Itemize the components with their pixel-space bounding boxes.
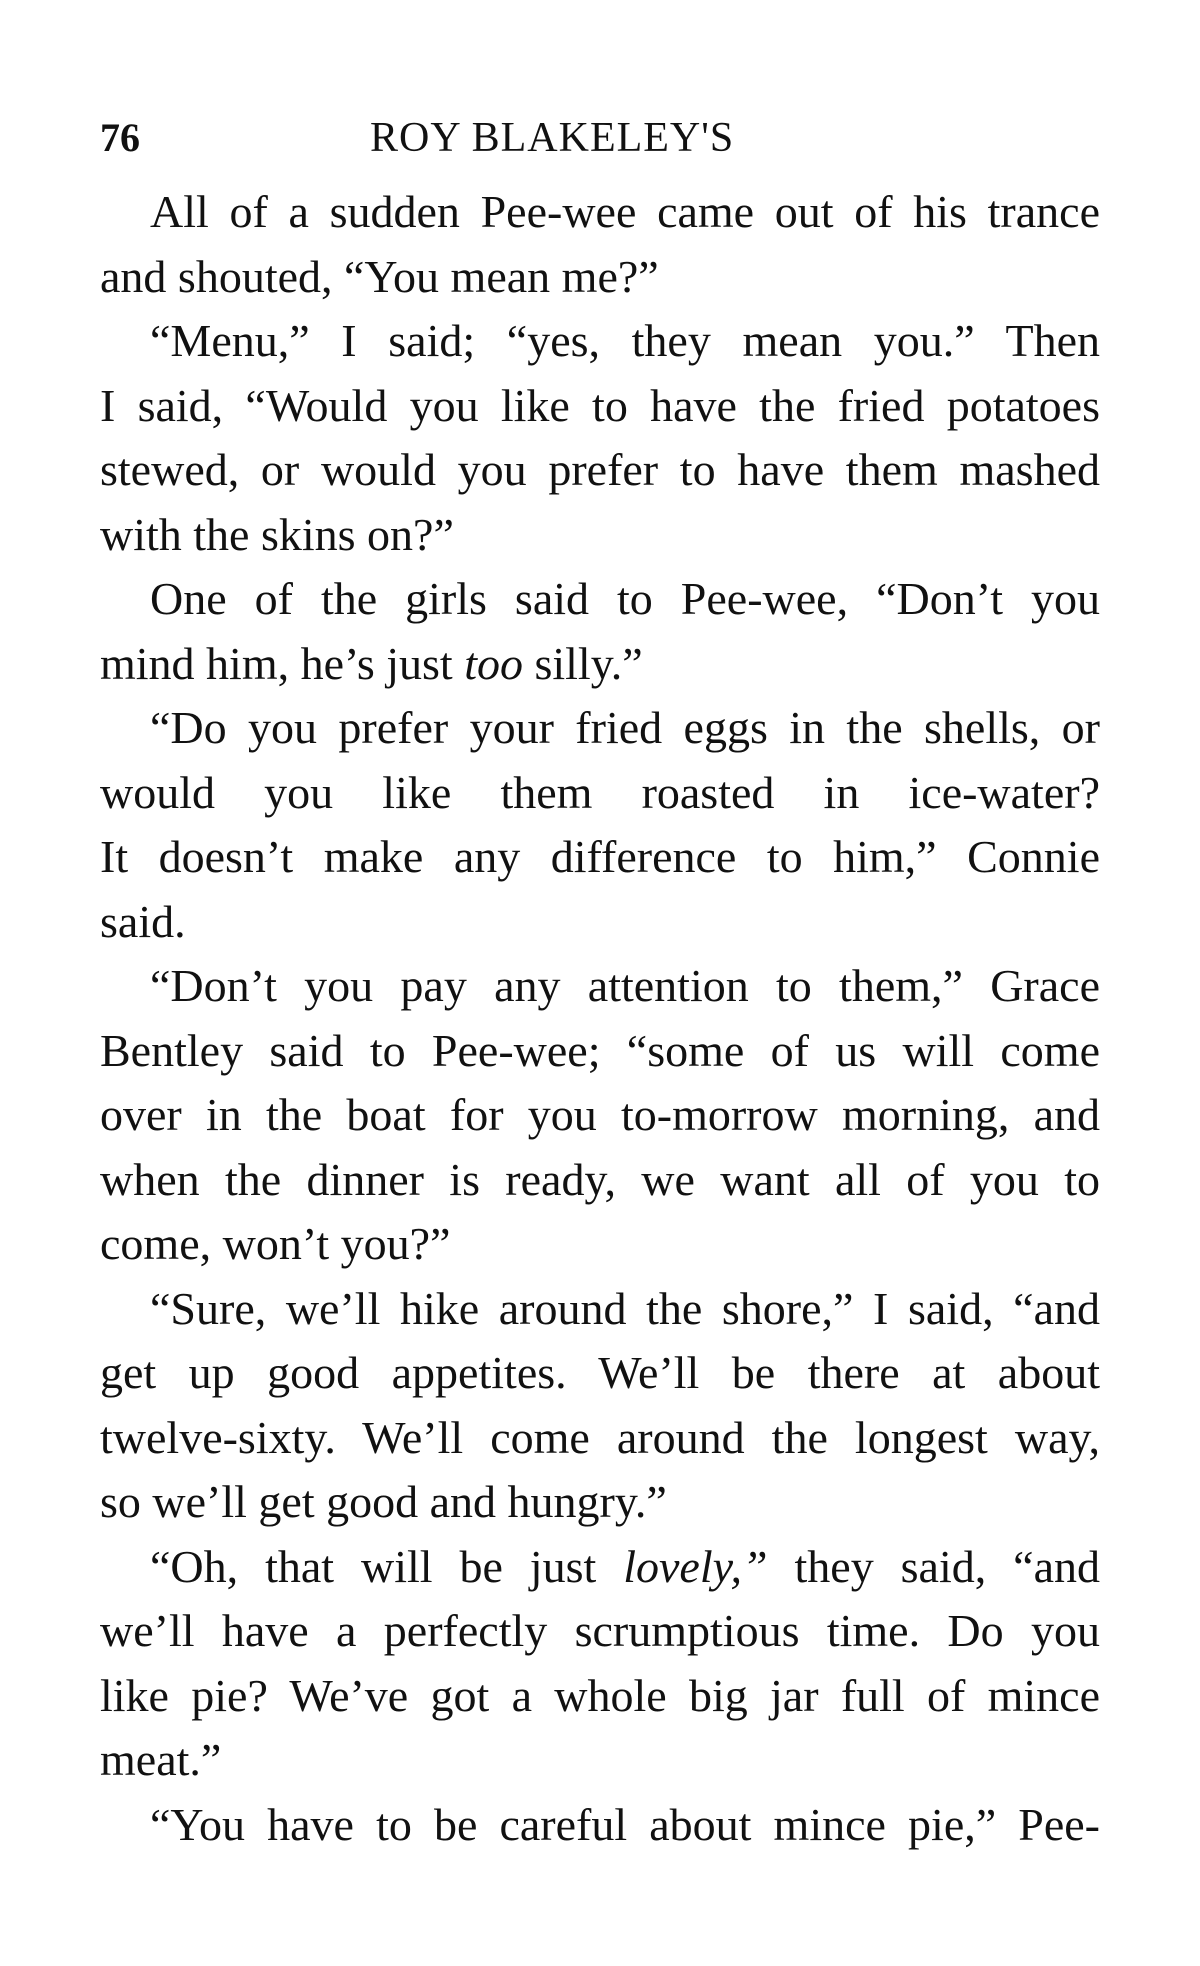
text-line: said. (100, 895, 186, 947)
text-line: so we’ll get good and hungry.” (100, 1476, 667, 1527)
body-text (100, 180, 1100, 1857)
text-line: and shouted, “You mean me?” (100, 250, 659, 302)
text-line: All of a sudden Pee-wee came out of his trance (150, 186, 1100, 237)
running-head: ROY BLAKELEY'S (370, 115, 735, 161)
text-line: over in the boat for you to-morrow morning, and (100, 1089, 1100, 1140)
text-segment: they said, “and (767, 1540, 1100, 1592)
text-line (100, 632, 1100, 697)
text-line: with the skins on?” (100, 508, 454, 560)
page-number: 76 (100, 115, 140, 160)
text-line: I said, “Would you like to have the fried potatoes (100, 379, 1100, 431)
text-line: “Do you prefer your fried eggs in the shells, or (150, 702, 1100, 753)
text-line: “Menu,” I said; “yes, they mean you.” Then (150, 315, 1100, 366)
text-line: like pie? We’ve got a whole big jar full of mince (100, 1669, 1100, 1721)
text-segment: mind him, he’s just (100, 637, 465, 689)
text-segment: “Oh, that will be just (150, 1540, 624, 1592)
text-line: stewed, or would you prefer to have them mashed (100, 444, 1100, 495)
text-line: “Don’t you pay any attention to them,” Grace (150, 960, 1100, 1011)
text-line: Bentley said to Pee-wee; “some of us will come (100, 1024, 1100, 1076)
text-line (100, 1535, 1100, 1600)
text-line: “You have to be careful about mince pie,” Pee- (150, 1798, 1100, 1850)
text-line: would you like them roasted in ice-water? (100, 766, 1100, 818)
italic-emphasis: lovely,” (623, 1540, 768, 1592)
text-line: It doesn’t make any difference to him,” Connie (100, 831, 1100, 882)
text-line: come, won’t you?” (100, 1218, 451, 1269)
text-line: twelve-sixty. We’ll come around the longest way, (100, 1411, 1100, 1463)
text-line: meat.” (100, 1734, 222, 1785)
text-line: we’ll have a perfectly scrumptious time. Do you (100, 1605, 1100, 1656)
text-segment: silly.” (522, 637, 643, 689)
italic-emphasis: too (464, 637, 523, 689)
text-line: “Sure, we’ll hike around the shore,” I said, “and (150, 1282, 1100, 1334)
text-line: get up good appetites. We’ll be there at about (100, 1347, 1100, 1398)
book-page (100, 108, 1100, 1857)
text-line: One of the girls said to Pee-wee, “Don’t you (150, 573, 1100, 624)
page-header (100, 108, 1100, 168)
text-line: when the dinner is ready, we want all of you to (100, 1153, 1100, 1205)
